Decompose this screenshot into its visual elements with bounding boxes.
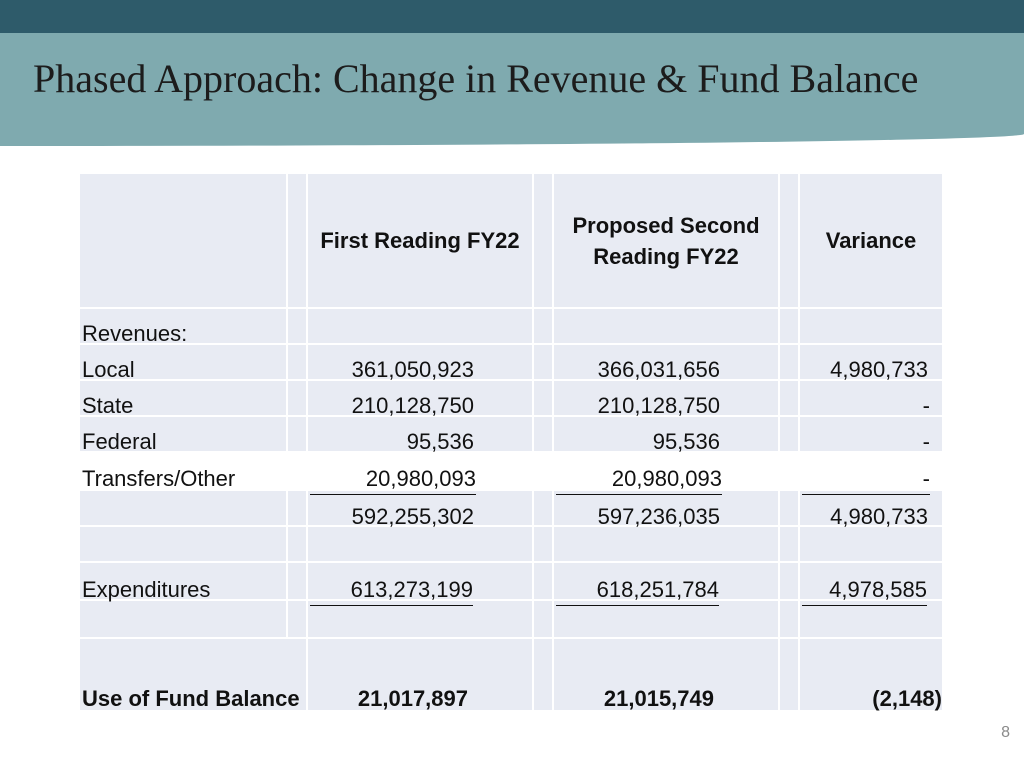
expenditures-variance: 4,978,585	[802, 577, 927, 606]
revenue-total-second: 597,236,035	[597, 504, 720, 529]
state-first: 210,128,750	[351, 393, 474, 418]
fund-balance-second: 21,015,749	[603, 686, 714, 711]
page-number: 8	[1001, 724, 1010, 741]
federal-second: 95,536	[652, 429, 720, 454]
expenditures-second: 618,251,784	[556, 577, 719, 606]
federal-first: 95,536	[406, 429, 474, 454]
revenue-fund-balance-table	[80, 174, 944, 712]
revenues-label: Revenues:	[82, 321, 188, 346]
local-label: Local	[82, 357, 135, 382]
header-proposed-second-reading	[554, 174, 778, 307]
transfers-first: 20,980,093	[310, 466, 476, 495]
header-second-line2: Reading FY22	[593, 243, 739, 269]
expenditures-label: Expenditures	[82, 577, 211, 602]
fund-balance-variance: (2,148)	[872, 686, 942, 711]
expenditures-first: 613,273,199	[310, 577, 473, 606]
transfers-second: 20,980,093	[556, 466, 722, 495]
transfers-variance: -	[802, 466, 930, 495]
header-variance: Variance	[800, 174, 942, 307]
local-variance: 4,980,733	[830, 357, 928, 382]
fund-balance-label: Use of Fund Balance	[82, 686, 300, 711]
fund-balance-first: 21,017,897	[357, 686, 468, 711]
spacer-cell	[780, 174, 798, 307]
transfers-label: Transfers/Other	[82, 466, 236, 491]
revenue-total-variance: 4,980,733	[830, 504, 928, 529]
federal-variance: -	[922, 429, 930, 454]
revenue-total-first: 592,255,302	[351, 504, 474, 529]
header-second-line1: Proposed Second	[572, 212, 760, 238]
federal-label: Federal	[82, 429, 157, 454]
state-variance: -	[922, 393, 930, 418]
state-label: State	[82, 393, 134, 418]
state-second: 210,128,750	[597, 393, 720, 418]
slide-title: Phased Approach: Change in Revenue & Fund Balance	[33, 56, 919, 101]
header-first-reading: First Reading FY22	[308, 174, 532, 307]
local-first: 361,050,923	[351, 357, 474, 382]
header-cell-blank	[80, 174, 286, 307]
local-second: 366,031,656	[597, 357, 720, 382]
top-accent-bar	[0, 0, 1024, 33]
spacer-cell	[288, 174, 306, 307]
spacer-cell	[534, 174, 552, 307]
